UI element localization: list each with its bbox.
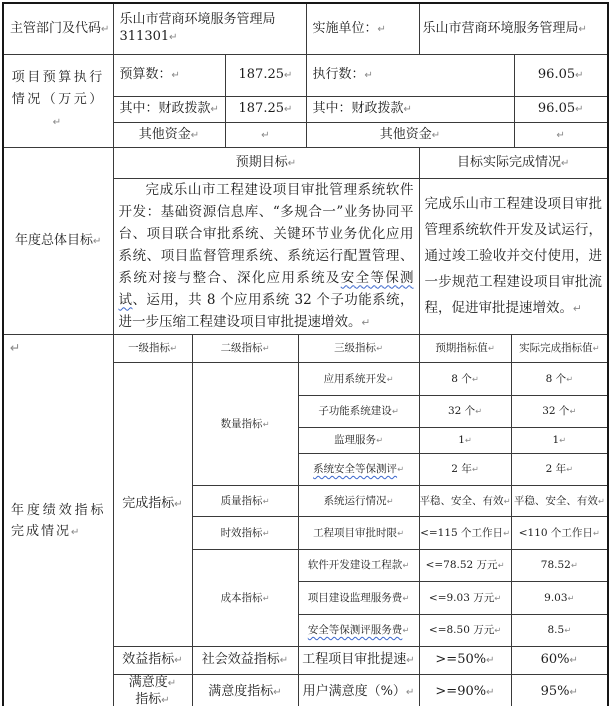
paragraph-mark: ↵	[570, 560, 578, 570]
satisfaction-label-line2-wrap	[114, 692, 192, 706]
paragraph-mark: ↵	[171, 70, 180, 81]
paragraph-mark: ↵	[397, 464, 404, 474]
indicator-expected-value: <=8.50 万元	[428, 624, 495, 636]
indicator-actual-cell	[511, 614, 608, 646]
col-header-actual-cell	[511, 334, 608, 362]
indicator-name-cell	[298, 516, 419, 549]
indicator-actual-value: 9.03	[544, 591, 568, 604]
indicator-expected-value: <=9.03 万元	[428, 591, 495, 604]
paragraph-mark: ↵	[402, 592, 410, 603]
paragraph-mark: ↵	[170, 343, 177, 353]
indicator-expected-cell	[419, 646, 511, 674]
indicator-name-cell	[298, 395, 419, 427]
indicator-expected-cell	[419, 485, 511, 516]
paragraph-mark: ↵	[494, 625, 502, 635]
expected-goal-header-cell	[113, 147, 419, 178]
dept-label: 主管部门及代码	[10, 20, 102, 36]
indicator-name-cell	[298, 549, 419, 581]
indicator-name: 用户满意度（%）	[302, 683, 406, 699]
complete-indicator-cell	[113, 362, 192, 646]
paragraph-mark: ↵	[569, 686, 578, 698]
paragraph-mark: ↵	[262, 495, 270, 506]
indicator-actual-cell	[511, 581, 608, 614]
satisfaction-level2-cell	[192, 674, 298, 706]
expected-goal-text-cell	[113, 178, 419, 334]
performance-report-table	[2, 2, 609, 706]
social-benefit-label: 社会效益指标	[201, 652, 280, 667]
indicator-actual-cell	[511, 674, 608, 706]
indicator-name: 工程项目审批提速	[302, 652, 407, 667]
fiscal-label: 其中：财政拨款	[312, 101, 404, 116]
paragraph-mark: ↵	[471, 464, 479, 474]
indicator-expected-value: 8 个	[451, 372, 472, 385]
dept-value: 乐山市营商环境服务管理局311301	[119, 12, 276, 45]
exec-value: 96.05	[537, 67, 576, 82]
actual-goal-header: 目标实际完成情况	[457, 154, 562, 170]
satisfaction-label-line1-wrap	[114, 675, 192, 692]
actual-goal-paragraph	[420, 191, 608, 322]
indicator-actual-value: 32 个	[542, 405, 570, 417]
col-header-level2: 二级指标	[220, 342, 263, 354]
paragraph-mark: ↵	[569, 406, 577, 416]
other-exec-value-cell	[514, 122, 608, 147]
budget-label: 预算数：	[119, 67, 172, 82]
indicator-actual-cell	[511, 395, 608, 427]
indicator-expected-value: 1	[458, 434, 465, 446]
paragraph-mark: ↵	[561, 157, 570, 169]
paragraph-mark: ↵	[93, 235, 102, 247]
paragraph-mark: ↵	[403, 104, 412, 115]
budget-section-cell	[3, 54, 113, 147]
indicator-name: 系统运行情况	[323, 494, 387, 507]
indicator-actual-value: 95%	[540, 683, 570, 699]
indicator-name: 工程项目审批时限	[313, 526, 398, 539]
indicator-name-cell	[298, 581, 419, 614]
paragraph-mark: ↵	[262, 343, 270, 353]
paragraph-mark: ↵	[497, 560, 505, 570]
satisfaction-label-line1: 满意度	[128, 674, 168, 690]
paragraph-mark: ↵	[364, 70, 373, 81]
exec-label: 执行数：	[312, 67, 365, 82]
fiscal-exec-value: 96.05	[537, 101, 576, 116]
other-funds-label: 其他资金	[138, 126, 191, 142]
col-header-level1: 一级指标	[128, 342, 171, 354]
paragraph-mark: ↵	[174, 499, 183, 510]
col-header-actual: 实际完成指标值	[519, 342, 593, 354]
indicator-expected-cell	[419, 614, 511, 646]
indicator-expected-cell	[419, 427, 511, 453]
paragraph-mark: ↵	[402, 625, 410, 635]
paragraph-mark: ↵	[597, 495, 605, 506]
benefit-indicator-cell	[113, 646, 192, 674]
indicator-actual-value: 60%	[540, 652, 570, 667]
budget-value-cell	[225, 54, 306, 96]
expected-goal-text-1: 完成乐山市工程建设项目审批管理系统软件开发：基础资源信息库、“多规合一”业务协同平台、项目联合审批系统、关键环节业务优化应用系统、项目监督管理系统、系统运行配置管理、系统对接与整合、深化应用系统及	[118, 181, 414, 286]
quantity-indicator-cell	[192, 362, 298, 485]
col-header-level3-cell	[298, 334, 419, 362]
paragraph-mark: ↵	[391, 406, 399, 416]
indicator-expected-value: <=78.52 万元	[425, 559, 498, 571]
indicator-expected-cell	[419, 674, 511, 706]
paragraph-mark: ↵	[575, 104, 584, 115]
spellcheck-underlined-text: 系统安全等保测评	[313, 463, 398, 475]
paragraph-mark: ↵	[376, 343, 383, 353]
indicator-name-cell	[298, 614, 419, 646]
paragraph-mark: ↵	[284, 104, 293, 115]
indicator-name: 监理服务	[334, 434, 377, 446]
indicator-expected-cell	[419, 453, 511, 485]
annual-goal-section-cell	[3, 147, 113, 334]
indicator-name-cell	[298, 674, 419, 706]
paragraph-mark: ↵	[475, 406, 483, 416]
paragraph-mark: ↵	[486, 655, 495, 666]
indicator-name-cell	[298, 453, 419, 485]
col-header-expected-cell	[419, 334, 511, 362]
expected-goal-text-2: 、运用，共 8 个应用系统 32 个子功能系统，进一步压缩工程建设项目审批提速增效。	[118, 291, 414, 330]
quantity-indicator-label: 数量指标	[220, 417, 263, 430]
paragraph-mark: ↵	[284, 70, 293, 81]
cost-indicator-label: 成本指标	[220, 591, 263, 604]
paragraph-mark: ↵	[592, 343, 600, 353]
paragraph-mark: ↵	[397, 527, 404, 538]
fiscal-label-right-cell	[306, 96, 514, 122]
indicators-section-cell	[3, 334, 113, 706]
paragraph-mark: ↵	[405, 686, 415, 698]
paragraph-mark: ↵	[262, 592, 270, 603]
paragraph-mark: ↵	[174, 655, 183, 666]
indicator-actual-value: 78.52	[540, 559, 571, 571]
other-budget-value-cell	[225, 122, 306, 147]
paragraph-mark: ↵	[402, 560, 410, 570]
other-label-left-cell	[113, 122, 225, 147]
fiscal-exec-value-cell	[514, 96, 608, 122]
paragraph-mark: ↵	[287, 157, 297, 169]
paragraph-mark: ↵	[386, 495, 394, 506]
actual-goal-text-cell	[419, 178, 608, 334]
paragraph-mark: ↵	[486, 686, 495, 698]
paragraph-mark: ↵	[567, 592, 575, 603]
paragraph-mark: ↵	[262, 418, 270, 429]
paragraph-mark: ↵	[273, 686, 282, 698]
paragraph-mark: ↵	[262, 527, 270, 538]
paragraph-mark: ↵	[566, 464, 573, 474]
dept-label-cell	[3, 3, 113, 54]
indicator-actual-value: 8.5	[547, 624, 565, 636]
benefit-indicator-label: 效益指标	[122, 652, 175, 667]
paragraph-mark: ↵	[569, 655, 578, 666]
paragraph-mark: ↵	[406, 655, 415, 666]
indicator-actual-value: 8 个	[545, 372, 567, 385]
social-benefit-cell	[192, 646, 298, 674]
quality-indicator-cell	[192, 485, 298, 516]
impl-value: 乐山市营商环境服务管理局	[422, 20, 579, 36]
budget-label-cell	[113, 54, 225, 96]
indicator-expected-value: 2 年	[451, 463, 472, 475]
paragraph-mark: ↵	[431, 129, 441, 141]
indicator-actual-value: 1	[552, 434, 560, 446]
col-header-level1-cell	[113, 334, 192, 362]
budget-value: 187.25	[238, 67, 284, 82]
fiscal-label: 其中：财政拨款	[119, 101, 211, 116]
paragraph-mark: ↵	[471, 373, 479, 384]
paragraph-mark: ↵	[167, 677, 177, 689]
fiscal-budget-value-cell	[225, 96, 306, 122]
col-header-level3: 三级指标	[334, 342, 377, 354]
spellcheck-underlined-text: 安全等保测试	[118, 269, 414, 308]
complete-indicator-label: 完成指标	[122, 496, 175, 511]
indicator-expected-cell	[419, 395, 511, 427]
dept-value-cell	[113, 3, 306, 54]
indicator-actual-cell	[511, 427, 608, 453]
paragraph-mark: ↵	[564, 625, 572, 635]
indicator-expected-value: 32 个	[447, 405, 476, 417]
indicator-actual-cell	[511, 453, 608, 485]
paragraph-mark: ↵	[10, 339, 21, 355]
satisfaction-indicator-cell	[113, 674, 192, 706]
indicator-actual-value: 平稳、安全、有效	[513, 494, 598, 507]
satisfaction-label-line2: 指标	[135, 691, 162, 706]
paragraph-mark: ↵	[210, 104, 219, 115]
paragraph-mark: ↵	[386, 373, 394, 384]
indicator-actual-cell	[511, 549, 608, 581]
paragraph-mark: ↵	[376, 435, 383, 445]
paragraph-mark: ↵	[573, 302, 582, 315]
paragraph-mark: ↵	[494, 592, 502, 603]
exec-label-cell	[306, 54, 514, 96]
paragraph-mark: ↵	[556, 129, 565, 141]
paragraph-mark: ↵	[190, 129, 200, 141]
other-funds-label: 其他资金	[379, 126, 432, 142]
paragraph-mark: ↵	[566, 373, 573, 384]
indicator-expected-cell	[419, 549, 511, 581]
paragraph-mark: ↵	[487, 343, 495, 353]
expected-goal-paragraph	[114, 179, 419, 334]
exec-value-cell	[514, 54, 608, 96]
time-indicator-cell	[192, 516, 298, 549]
indicator-actual-value: <110 个工作日	[518, 526, 593, 539]
paragraph-mark: ↵	[279, 655, 289, 666]
indicators-section-label: 年度绩效指标完成情况	[11, 503, 106, 539]
impl-label-cell	[306, 3, 419, 54]
indicator-name-cell	[298, 485, 419, 516]
indicator-expected-cell	[419, 516, 511, 549]
indicator-actual-cell	[511, 516, 608, 549]
indicators-section-label-wrap	[4, 500, 113, 543]
indicator-name: 应用系统开发	[323, 372, 387, 385]
paragraph-mark: ↵	[52, 117, 64, 128]
col-header-expected: 预期指标值	[435, 342, 488, 354]
indicator-actual-cell	[511, 485, 608, 516]
indicator-expected-value: <=115 个工作日	[420, 526, 504, 539]
indicator-name-cell	[298, 427, 419, 453]
cost-indicator-cell	[192, 549, 298, 646]
indicator-actual-value: 2 年	[545, 463, 567, 475]
annual-goal-label: 年度总体目标	[15, 232, 94, 248]
paragraph-mark: ↵	[71, 527, 82, 538]
indicator-name: 项目建设监理服务费	[307, 591, 403, 604]
indicator-name-cell	[298, 646, 419, 674]
spellcheck-underlined-text: 安全等保测评服务费	[307, 624, 403, 636]
paragraph-mark: ↵	[101, 23, 110, 35]
indicator-expected-value: >=90%	[435, 683, 487, 699]
paragraph-mark: ↵	[161, 694, 170, 706]
indicator-expected-cell	[419, 362, 511, 395]
indicator-expected-cell	[419, 581, 511, 614]
budget-section-label: 项目预算执行情况（万元）	[11, 70, 105, 107]
paragraph-mark: ↵	[377, 23, 386, 35]
time-indicator-label: 时效指标	[220, 526, 263, 539]
fiscal-label-left-cell	[113, 96, 225, 122]
quality-indicator-label: 质量指标	[220, 494, 263, 507]
paragraph-mark: ↵	[578, 23, 587, 35]
paragraph-mark: ↵	[559, 435, 567, 445]
paragraph-mark: ↵	[592, 527, 600, 538]
impl-label: 实施单位：	[312, 20, 378, 36]
col-header-level2-cell	[192, 334, 298, 362]
indicator-name: 软件开发建设工程款	[307, 559, 403, 571]
paragraph-mark: ↵	[464, 435, 472, 445]
indicator-name-cell	[298, 362, 419, 395]
indicator-expected-value: >=50%	[435, 652, 487, 667]
indicator-actual-cell	[511, 646, 608, 674]
paragraph-mark: ↵	[261, 129, 270, 141]
impl-value-cell	[419, 3, 608, 54]
indicator-name: 子功能系统建设	[318, 405, 392, 417]
indicator-actual-cell	[511, 362, 608, 395]
fiscal-budget-value: 187.25	[238, 101, 284, 116]
paragraph-mark: ↵	[361, 316, 371, 329]
paragraph-mark: ↵	[169, 32, 178, 44]
other-label-right-cell	[306, 122, 514, 147]
indicator-expected-value: 平稳、安全、有效	[419, 494, 504, 507]
actual-goal-header-cell	[419, 147, 608, 178]
satisfaction-level2-label: 满意度指标	[208, 683, 274, 699]
expected-goal-header: 预期目标	[235, 154, 288, 170]
actual-goal-text: 完成乐山市工程建设项目审批管理系统软件开发及试运行，通过竣工验收并交付使用，进一步规范工程建设项目审批流程，促进审批提速增效。	[424, 195, 603, 316]
paragraph-mark: ↵	[503, 495, 511, 506]
paragraph-mark: ↵	[503, 527, 510, 538]
paragraph-mark: ↵	[575, 70, 584, 81]
